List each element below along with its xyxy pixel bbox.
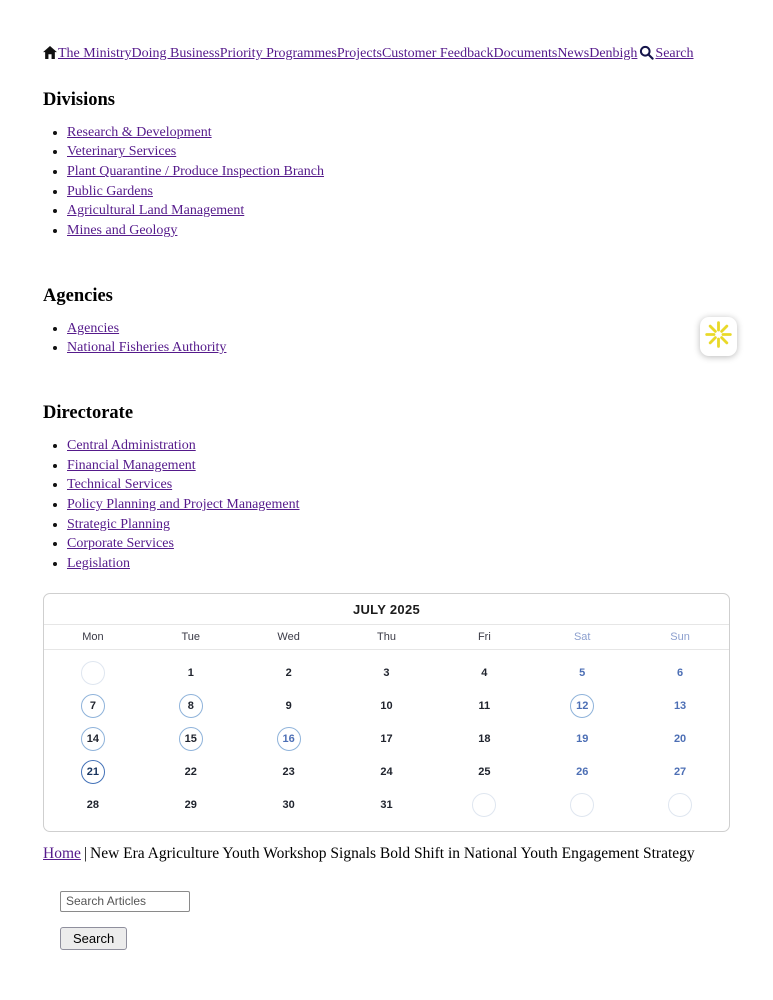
list-item (67, 536, 730, 553)
calendar-day-20[interactable]: 20 (673, 733, 687, 746)
calendar-cell (338, 694, 436, 719)
nav-search-link[interactable]: Search (655, 46, 694, 61)
calendar-day-10[interactable]: 10 (380, 700, 393, 713)
day-header-thu: Thu (377, 630, 396, 643)
calendar-day-15[interactable]: 15 (179, 727, 203, 751)
calendar-day-headers (44, 625, 729, 650)
calendar-day-1[interactable]: 1 (187, 667, 194, 680)
list-item (67, 458, 730, 475)
calendar-cell (533, 661, 631, 686)
calendar-cell (142, 694, 240, 719)
calendar-day-12[interactable]: 12 (570, 694, 594, 718)
calendar-day-17[interactable]: 17 (380, 733, 393, 746)
list-item (67, 223, 730, 240)
calendar-grid (44, 650, 729, 831)
calendar-cell (240, 694, 338, 719)
nav-link-the-ministry[interactable]: The Ministry (58, 46, 132, 61)
list-item (67, 164, 730, 181)
breadcrumb (43, 845, 730, 863)
calendar-day-26[interactable]: 26 (576, 766, 589, 779)
calendar-title: JULY 2025 (44, 594, 729, 625)
calendar-cell (44, 727, 142, 752)
calendar-day-18[interactable]: 18 (478, 733, 491, 746)
calendar-day-6[interactable]: 6 (677, 667, 684, 680)
nav-link-projects[interactable]: Projects (336, 46, 382, 61)
search-icon (639, 45, 654, 66)
day-header-sun: Sun (670, 630, 690, 643)
calendar (43, 593, 730, 832)
calendar-day-30[interactable]: 30 (282, 799, 295, 812)
calendar-cell (240, 793, 338, 818)
section-link-corporate-services[interactable]: Corporate Services (67, 536, 174, 552)
calendar-cell (142, 661, 240, 686)
nav-link-doing-business[interactable]: Doing Business (131, 46, 220, 61)
calendar-cell (533, 760, 631, 785)
calendar-cell (338, 760, 436, 785)
calendar-day-31[interactable]: 31 (380, 799, 393, 812)
calendar-cell (435, 760, 533, 785)
calendar-day-empty (472, 793, 496, 817)
section-link-national-fisheries-authority[interactable]: National Fisheries Authority (67, 340, 227, 356)
calendar-day-14[interactable]: 14 (81, 727, 105, 751)
calendar-cell (142, 760, 240, 785)
section-link-agencies[interactable]: Agencies (67, 320, 120, 336)
nav-link-news[interactable]: News (557, 46, 590, 61)
calendar-cell (338, 661, 436, 686)
nav-search[interactable] (637, 46, 693, 61)
list-item (67, 125, 730, 142)
calendar-day-21[interactable]: 21 (81, 760, 105, 784)
list-item (67, 340, 730, 357)
list-item (67, 497, 730, 514)
accessibility-widget-button[interactable] (700, 317, 737, 356)
nav-link-customer-feedback[interactable]: Customer Feedback (381, 46, 494, 61)
calendar-day-2[interactable]: 2 (285, 667, 292, 680)
calendar-day-3[interactable]: 3 (383, 667, 390, 680)
calendar-cell (44, 694, 142, 719)
section-title-divisions: Divisions (43, 89, 115, 110)
calendar-day-7[interactable]: 7 (81, 694, 105, 718)
article-search (60, 891, 730, 950)
nav-link-priority-programmes[interactable]: Priority Programmes (219, 46, 337, 61)
calendar-cell (435, 793, 533, 818)
section-link-legislation[interactable]: Legislation (67, 555, 130, 571)
article-search-input[interactable] (60, 891, 190, 912)
calendar-day-16[interactable]: 16 (277, 727, 301, 751)
nav-link-denbigh[interactable]: Denbigh (589, 46, 638, 61)
calendar-cell (240, 661, 338, 686)
calendar-cell (533, 694, 631, 719)
section-title-directorate: Directorate (43, 403, 134, 424)
calendar-cell (435, 727, 533, 752)
calendar-day-11[interactable]: 11 (478, 700, 491, 713)
day-header-sat: Sat (573, 630, 591, 643)
calendar-day-24[interactable]: 24 (380, 766, 393, 779)
calendar-day-8[interactable]: 8 (179, 694, 203, 718)
section-link-public-gardens[interactable]: Public Gardens (67, 183, 153, 199)
nav-link-documents[interactable]: Documents (493, 46, 558, 61)
list-item (67, 477, 730, 494)
list-item (67, 517, 730, 534)
day-header-mon: Mon (82, 630, 104, 643)
list-item (67, 321, 730, 338)
section-link-agricultural-land-management[interactable]: Agricultural Land Management (67, 203, 245, 219)
section-link-strategic-planning[interactable]: Strategic Planning (67, 516, 171, 532)
calendar-cell (631, 661, 729, 686)
calendar-day-9[interactable]: 9 (285, 700, 292, 713)
calendar-cell (240, 727, 338, 752)
section-list-divisions (67, 125, 730, 240)
calendar-day-19[interactable]: 19 (576, 733, 589, 746)
calendar-cell (631, 727, 729, 752)
day-header-tue: Tue (181, 630, 201, 643)
calendar-cell (435, 661, 533, 686)
calendar-cell (631, 760, 729, 785)
section-link-policy-planning-and-project-management[interactable]: Policy Planning and Project Management (67, 497, 300, 513)
calendar-day-5[interactable]: 5 (579, 667, 586, 680)
section-link-technical-services[interactable]: Technical Services (67, 477, 173, 493)
calendar-cell (142, 727, 240, 752)
breadcrumb-current-title: New Era Agriculture Youth Workshop Signals Bold Shift in National Youth Engagement Strategy (90, 844, 695, 862)
calendar-cell (631, 793, 729, 818)
calendar-day-empty (668, 793, 692, 817)
section-link-mines-and-geology[interactable]: Mines and Geology (67, 223, 178, 239)
calendar-day-empty (570, 793, 594, 817)
top-nav (43, 45, 730, 66)
section-list-directorate (67, 438, 730, 573)
calendar-day-29[interactable]: 29 (184, 799, 197, 812)
sections (43, 90, 730, 573)
calendar-cell (240, 760, 338, 785)
calendar-day-22[interactable]: 22 (184, 766, 197, 779)
calendar-day-13[interactable]: 13 (673, 700, 687, 713)
calendar-cell (631, 694, 729, 719)
calendar-day-27[interactable]: 27 (673, 766, 687, 779)
list-item (67, 556, 730, 573)
nav-links (58, 46, 637, 61)
list-item (67, 438, 730, 455)
calendar-cell (533, 727, 631, 752)
calendar-cell (435, 694, 533, 719)
list-item (67, 203, 730, 220)
calendar-day-23[interactable]: 23 (282, 766, 295, 779)
section-link-veterinary-services[interactable]: Veterinary Services (67, 144, 177, 160)
accessibility-starburst-icon (705, 321, 732, 353)
calendar-cell (338, 793, 436, 818)
calendar-cell (533, 793, 631, 818)
article-search-button[interactable]: Search (60, 927, 127, 950)
section-title-agencies: Agencies (43, 285, 113, 306)
section-link-financial-management[interactable]: Financial Management (67, 457, 196, 473)
calendar-day-empty (81, 661, 105, 685)
section-link-plant-quarantine-produce-inspection-branch[interactable]: Plant Quarantine / Produce Inspection Branch (67, 164, 324, 180)
calendar-day-28[interactable]: 28 (86, 799, 100, 812)
calendar-cell (142, 793, 240, 818)
day-header-wed: Wed (277, 630, 300, 643)
calendar-cell (44, 760, 142, 785)
list-item (67, 184, 730, 201)
breadcrumb-separator: | (83, 844, 87, 862)
breadcrumb-home-link[interactable]: Home (43, 844, 81, 862)
calendar-cell (44, 793, 142, 818)
calendar-cell (44, 661, 142, 686)
section-link-research-development[interactable]: Research & Development (67, 124, 212, 140)
list-item (67, 144, 730, 161)
calendar-day-25[interactable]: 25 (478, 766, 491, 779)
calendar-cell (338, 727, 436, 752)
day-header-fri: Fri (477, 630, 491, 643)
home-icon[interactable] (43, 46, 57, 65)
section-link-central-administration[interactable]: Central Administration (67, 438, 196, 454)
calendar-day-4[interactable]: 4 (481, 667, 488, 680)
section-list-agencies (67, 321, 730, 357)
